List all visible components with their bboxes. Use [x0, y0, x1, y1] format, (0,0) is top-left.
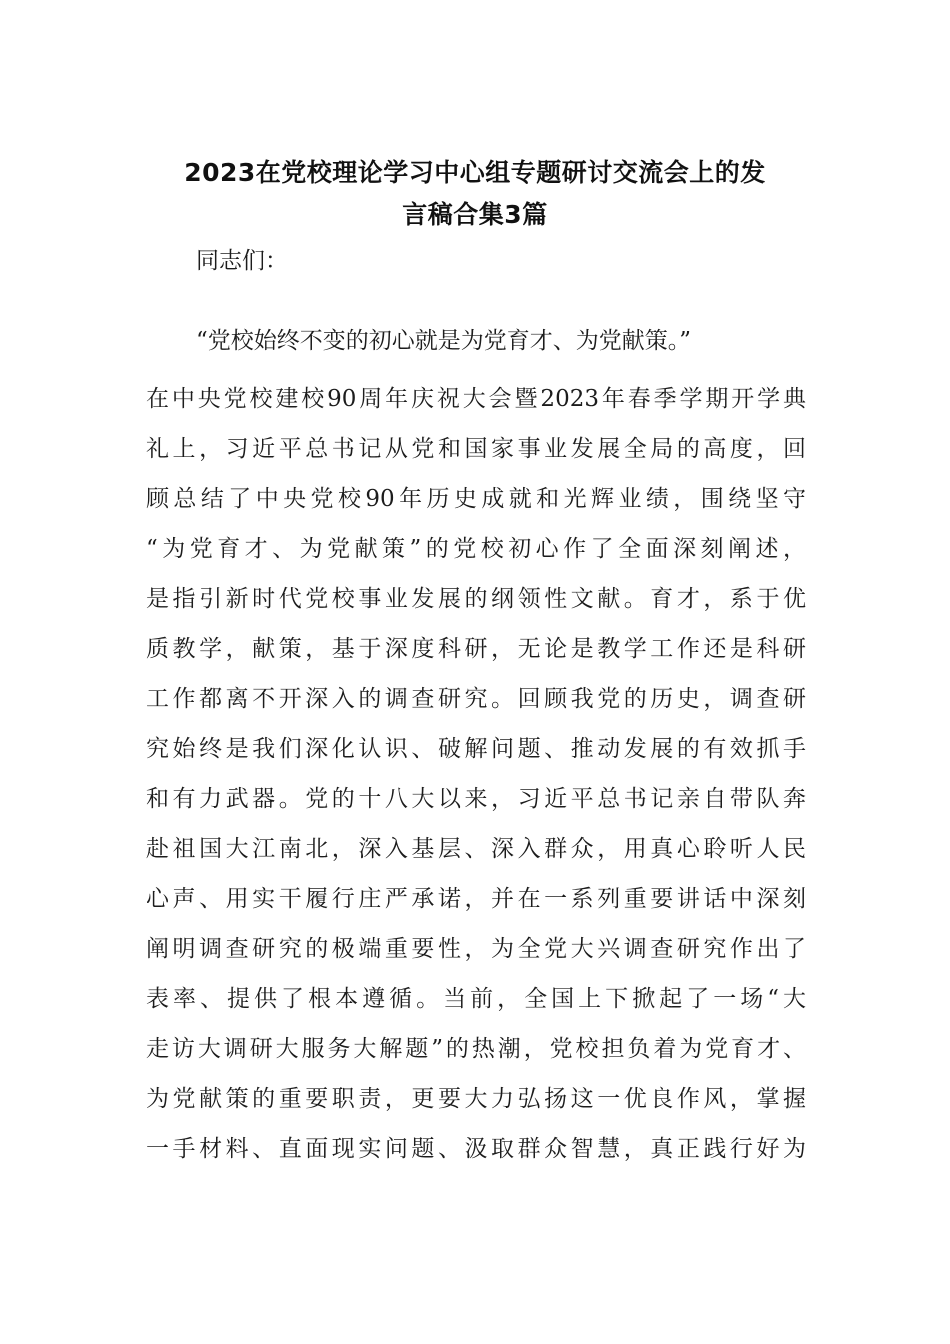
title-line-1: 2023在党校理论学习中心组专题研讨交流会上的发 [184, 158, 766, 187]
body-line: 走访大调研大服务大解题”的热潮，党校担负着为党育才、 [146, 1036, 806, 1062]
body-line: 和有力武器。党的十八大以来，习近平总书记亲自带队奔 [146, 786, 806, 812]
body-line: 一手材料、直面现实问题、汲取群众智慧，真正践行好为 [146, 1136, 806, 1162]
body-line: 究始终是我们深化认识、破解问题、推动发展的有效抓手 [146, 736, 806, 762]
body-line: 心声、用实干履行庄严承诺，并在一系列重要讲话中深刻 [146, 886, 806, 912]
salutation: 同志们： [196, 248, 288, 274]
body-line: 顾总结了中央党校90年历史成就和光辉业绩，围绕坚守 [146, 486, 806, 512]
document-title [140, 152, 810, 236]
body-line: 阐明调查研究的极端重要性，为全党大兴调查研究作出了 [146, 936, 806, 962]
body-line: 是指引新时代党校事业发展的纲领性文献。育才，系于优 [146, 586, 806, 612]
body-line: 为党献策的重要职责，更要大力弘扬这一优良作风，掌握 [146, 1086, 806, 1112]
body-line: 表率、提供了根本遵循。当前，全国上下掀起了一场“大 [146, 986, 806, 1012]
body-line: “为党育才、为党献策”的党校初心作了全面深刻阐述， [146, 536, 806, 562]
body-line: 礼上，习近平总书记从党和国家事业发展全局的高度，回 [146, 436, 806, 462]
title-line-2: 言稿合集3篇 [402, 200, 548, 229]
body-line: 赴祖国大江南北，深入基层、深入群众，用真心聆听人民 [146, 836, 806, 862]
body-line: 工作都离不开深入的调查研究。回顾我党的历史，调查研 [146, 686, 806, 712]
body-line: “党校始终不变的初心就是为党育才、为党献策。” [196, 328, 692, 354]
body-line: 在中央党校建校90周年庆祝大会暨2023年春季学期开学典 [146, 386, 806, 412]
body-line: 质教学，献策，基于深度科研，无论是教学工作还是科研 [146, 636, 806, 662]
